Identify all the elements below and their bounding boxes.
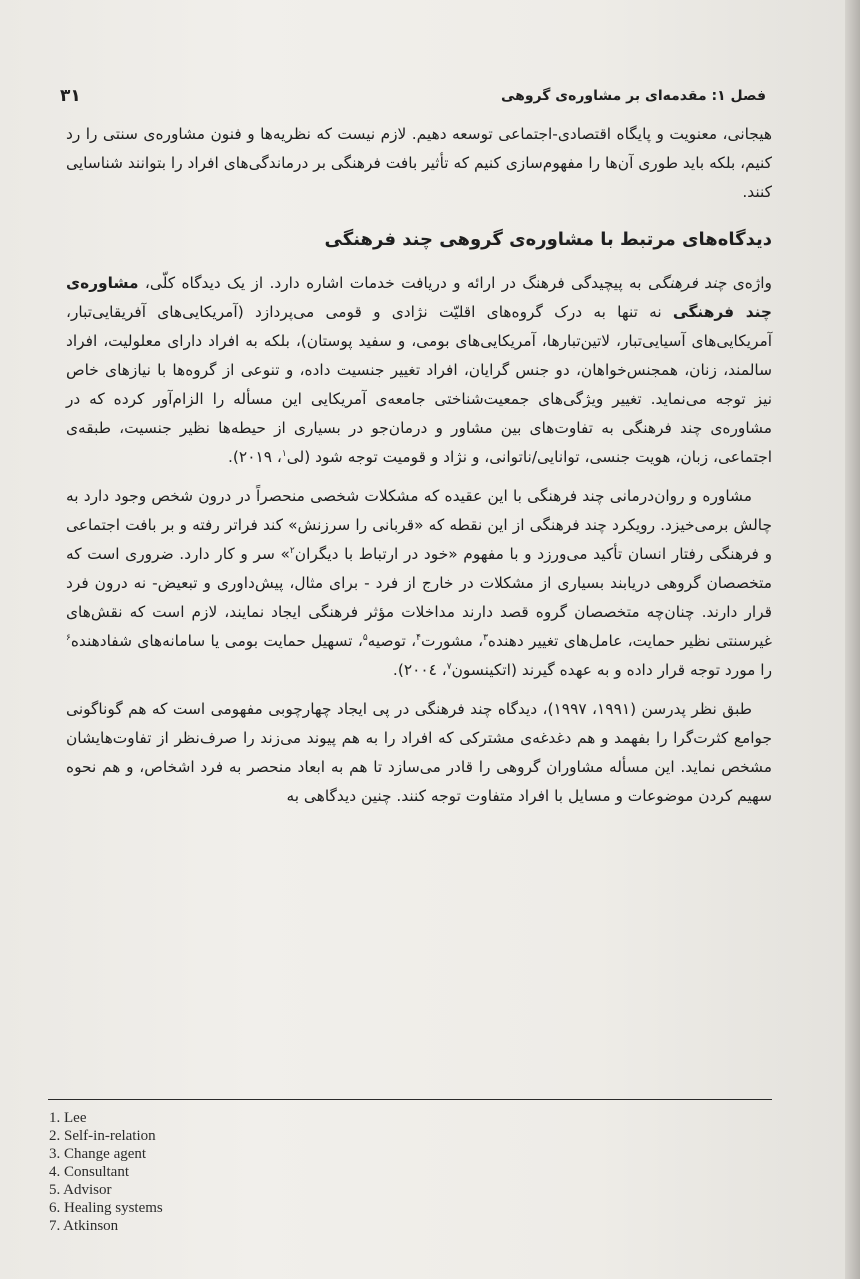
paragraph-2-part-4: ، ۲۰۱۹). — [228, 448, 282, 466]
footnote-marker-1: ۱ — [281, 448, 287, 459]
paragraph-3 — [66, 482, 772, 685]
footnotes — [49, 1109, 163, 1235]
paragraph-2-part-2: به پیچیدگی فرهنگ در ارائه و دریافت خدمات اشاره دارد. از یک دیدگاه کلّی، — [138, 274, 648, 292]
footnote-marker-7: ۷ — [446, 661, 452, 672]
paragraph-3-part-5: ، تسهیل حمایت بومی یا سامانه‌های شفادهنده — [70, 632, 363, 650]
running-header — [60, 86, 766, 110]
body-text — [66, 120, 772, 811]
paragraph-2-part-3: نه تنها به درک گروه‌های اقلیّت نژادی و قومی می‌پردازد (آمریکایی‌های آفریقایی‌تبار، آمریکایی‌های آسیایی‌تبار، لاتین‌تبارها، آمریکایی‌های بومی، و سفید پوستان)، بلکه به افراد دارای معلولیت، افراد سالمند، زنان، همجنس‌خواهان، دو جنس گرایان، افراد تغییر جنسیت داده، و تنوعی از گروه‌ها با نیازهای خاص نیز توجه می‌نماید. تغییر ویژگی‌های جمعیت‌شناختی جامعه‌ی آمریکایی این مسأله را الزام‌آور کرده که در مشاوره‌ی چند فرهنگی به تفاوت‌های بین مشاور و درمان‌جو در بسیاری از حیطه‌ها نظیر جنسیت، طبقه‌ی اجتماعی، زبان، هویت جنسی، توانایی/ناتوانی، و نژاد و قومیت توجه شود (لی — [66, 303, 772, 466]
footnote-4: 4. Consultant — [49, 1164, 130, 1180]
paragraph-3-part-1: مشاوره و روان‌درمانی چند فرهنگی با این عقیده که مشکلات شخصی منحصراً در درون شخص وجود دارد به چالش برمی‌خیزد. رویکرد چند فرهنگی از این نقطه که «قربانی را سرزنش» کند فراتر رفته و بر بافت اجتماعی و فرهنگی رفتار انسان تأکید می‌ورزد و با مفهوم «خود در ارتباط با دیگران — [66, 487, 772, 563]
footnote-1: 1. Lee — [49, 1110, 87, 1126]
page-number: ۳۱ — [60, 86, 81, 106]
chapter-title: فصل ۱: مقدمه‌ای بر مشاوره‌ی گروهی — [500, 88, 766, 104]
footnote-2: 2. Self-in-relation — [49, 1128, 156, 1144]
footnote-3: 3. Change agent — [49, 1146, 147, 1162]
footnote-marker-4: ۴ — [416, 632, 421, 643]
paragraph-2-part-1: واژه‌ی — [726, 274, 772, 292]
section-heading: دیدگاه‌های مرتبط با مشاوره‌ی گروهی چند فرهنگی — [324, 229, 772, 250]
paragraph-3-part-2: » سر و کار دارد. ضروری است که متخصصان گروهی دریابند بسیاری از مشکلات در خارج از فرد - برای مثال، پیش‌داوری و تبعیض- نه درون فرد قرار دارند. چنان‌چه متخصصان گروه قصد دارند مداخلات مؤثر فرهنگی ایجاد نمایند، لازم است که نقش‌های غیرسنتی نظیر حمایت، عامل‌های تغییر دهنده — [66, 545, 772, 650]
paragraph-3-part-4: ، توصیه — [367, 632, 417, 650]
footnote-marker-3: ۳ — [483, 632, 488, 643]
italic-term: چند فرهنگی — [647, 274, 727, 292]
footnote-7: 7. Atkinson — [49, 1218, 119, 1234]
paragraph-3-part-3: ، مشورت — [420, 632, 484, 650]
footnote-marker-5: ۵ — [362, 632, 368, 643]
paragraph-4: طبق نظر پدرسن (۱۹۹۱، ۱۹۹۷)، دیدگاه چند فرهنگی در پی ایجاد چهارچوبی مفهومی است که هم گوناگونی جوامع کثرت‌گرا را بفهمد و هم دغدغه‌ی مشترکی که افراد را به هم پیوند می‌زند را صرف‌نظر از تفاوت‌هایشان مشخص نماید. این مسأله مشاوران گروهی را قادر می‌سازد تا هم به ابعاد منحصر به فرد اشخاص، و هم نحوه سهیم کردن موضوعات و مسایل با افراد متفاوت توجه کنند. چنین دیدگاهی به — [66, 700, 772, 805]
footnote-divider — [48, 1099, 772, 1100]
bold-term: مشاوره‌ی چند فرهنگی — [66, 274, 772, 321]
footnote-5: 5. Advisor — [49, 1182, 112, 1198]
paragraph-3-part-6: را مورد توجه قرار داده و به عهده گیرند (اتکینسون — [451, 661, 772, 679]
paragraph-2 — [66, 269, 772, 472]
footnote-marker-2: ۲ — [289, 545, 295, 556]
book-spine-shadow — [845, 0, 860, 1279]
paragraph-3-part-7: ، ۲۰۰٤). — [392, 661, 447, 679]
footnote-marker-6: ۶ — [66, 632, 71, 643]
footnote-6: 6. Healing systems — [49, 1200, 163, 1216]
paragraph-1: هیجانی، معنویت و پایگاه اقتصادی-اجتماعی توسعه دهیم. لازم نیست که نظریه‌ها و فنون مشاوره‌ی سنتی را رد کنیم، بلکه باید طوری آن‌ها را مفهوم‌سازی کنیم که تأثیر بافت فرهنگی بر درماندگی‌های افراد را بتوانند شناسایی کنند. — [66, 125, 772, 201]
